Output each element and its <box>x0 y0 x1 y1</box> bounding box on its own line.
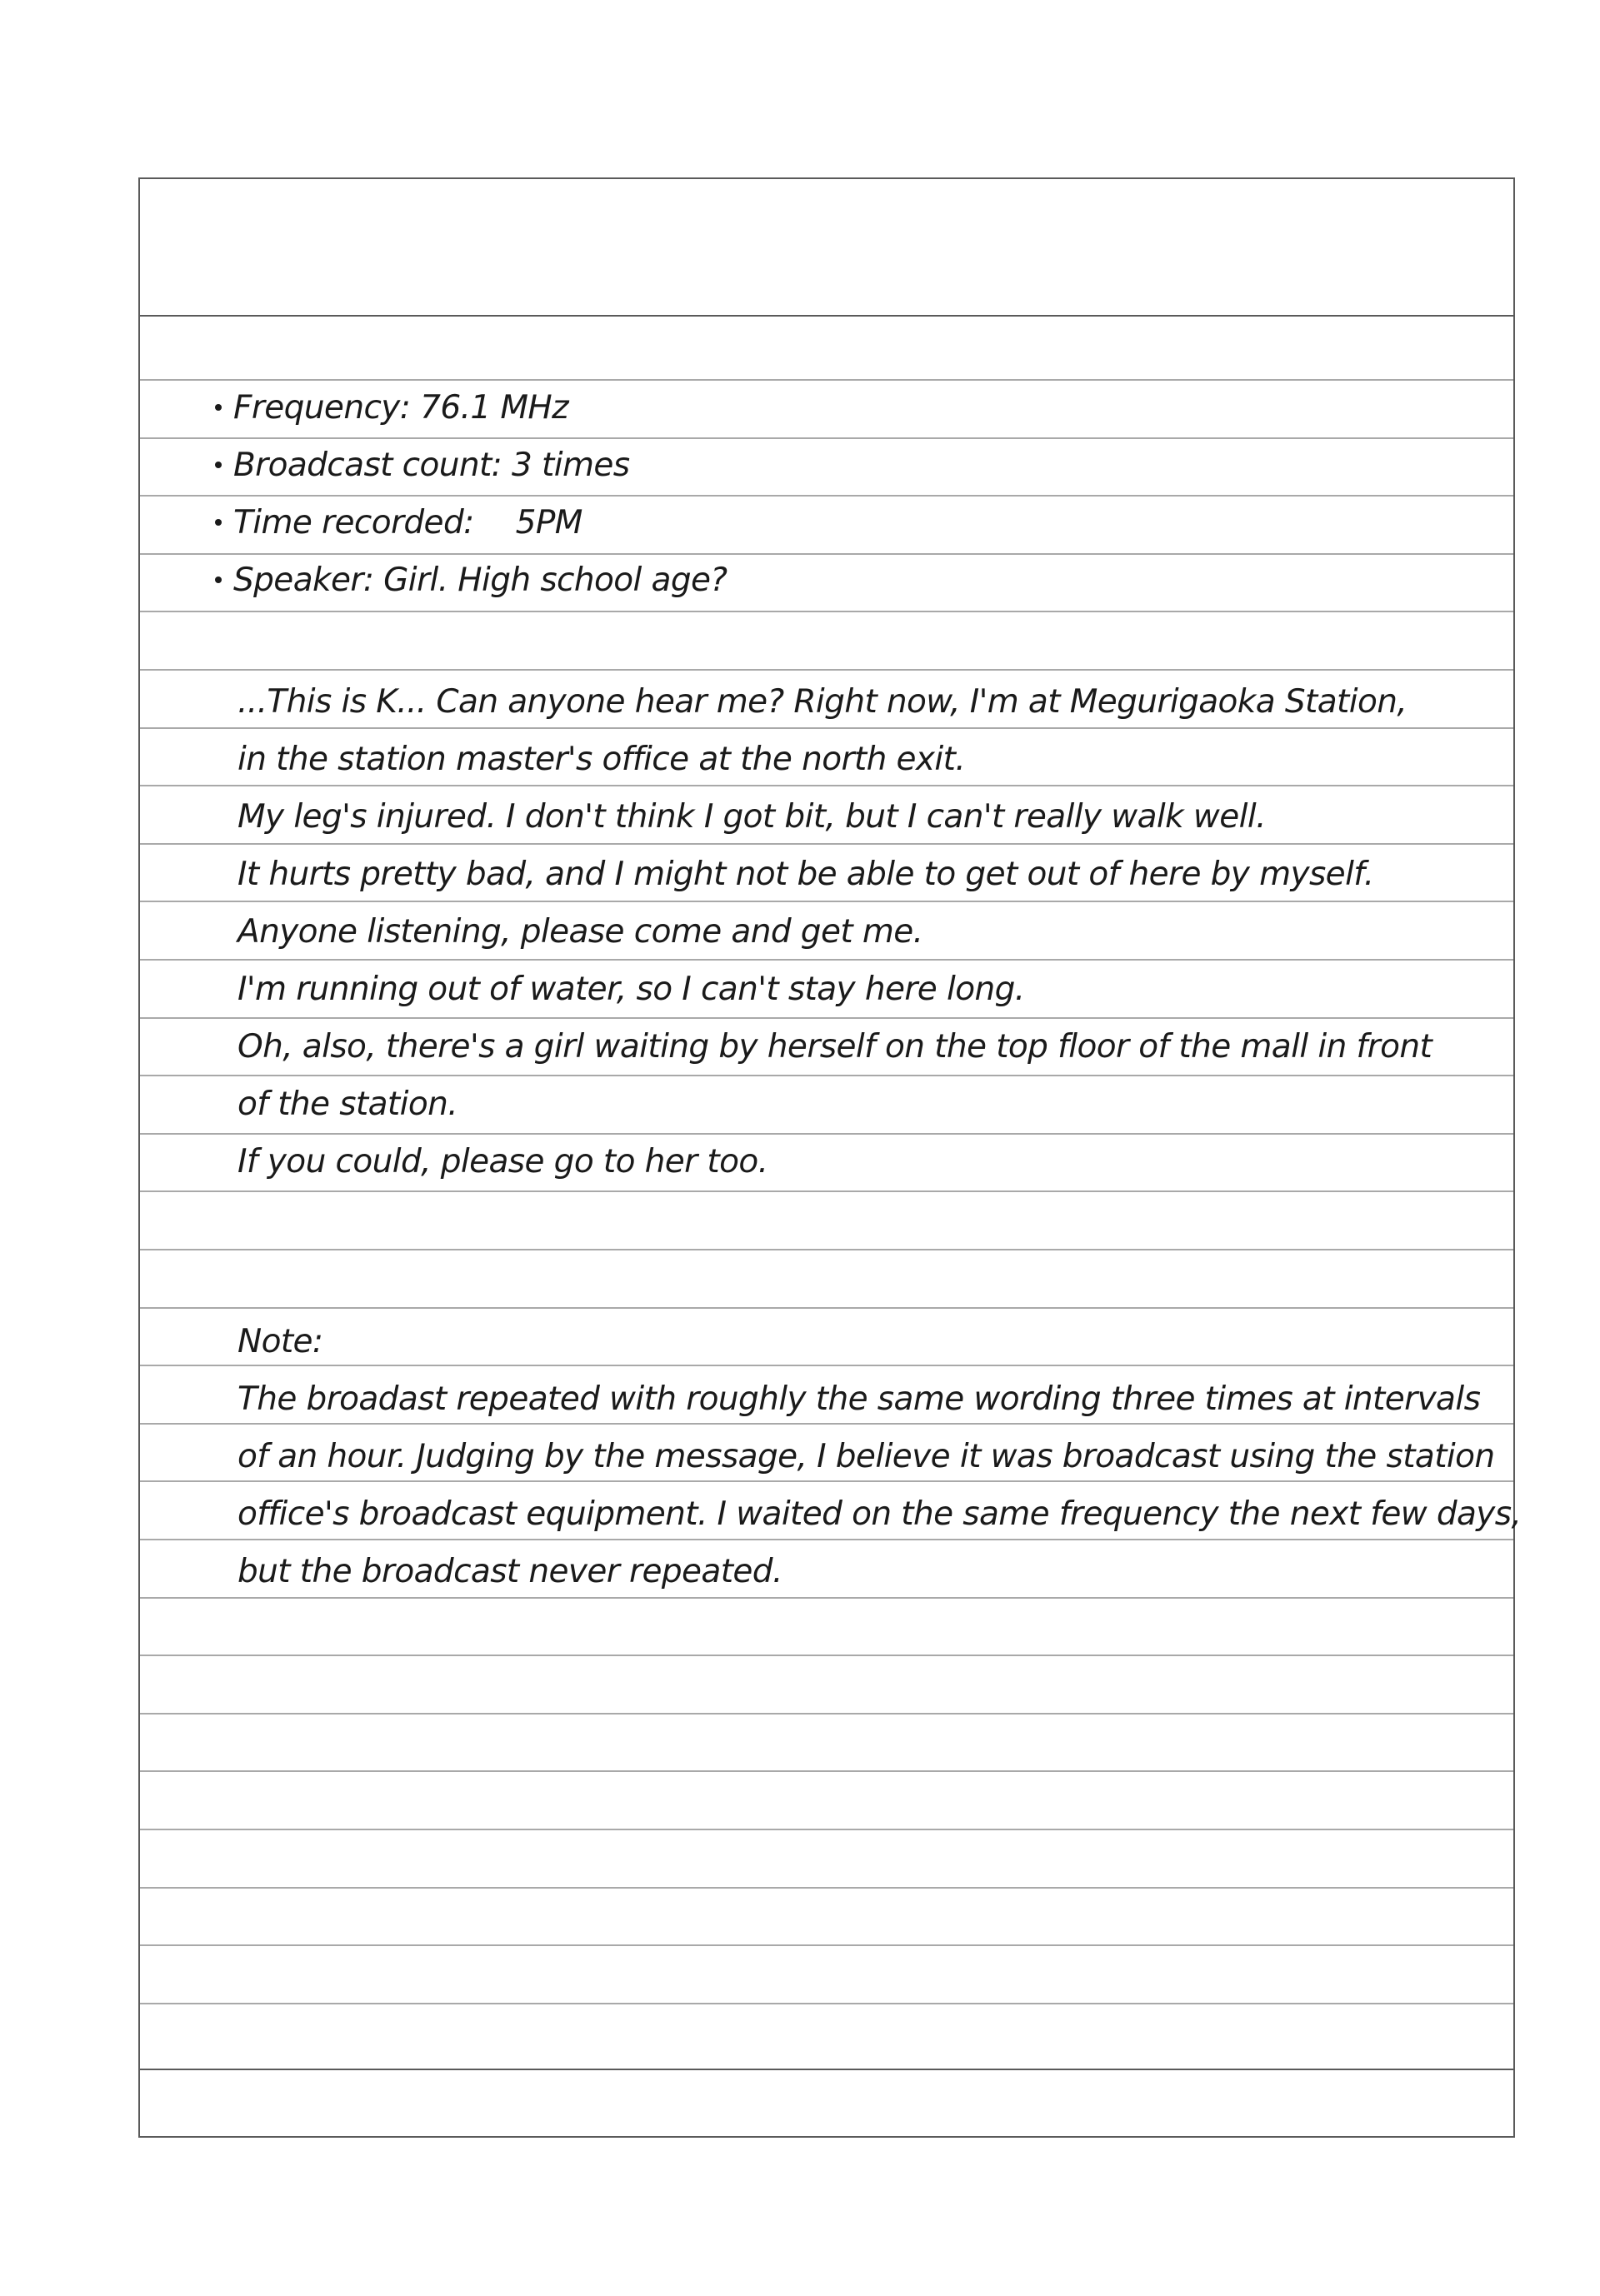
page-text <box>140 179 1522 2136</box>
bullet-icon <box>215 519 222 526</box>
transcript-line: I'm running out of water, so I can't stay here long. <box>238 971 1025 1008</box>
detail-speaker: Speaker: Girl. High school age? <box>215 564 728 596</box>
note-label: Note: <box>238 1323 323 1360</box>
detail-frequency: Frequency: 76.1 MHz <box>215 392 568 424</box>
transcript-line: Anyone listening, please come and get me. <box>238 913 923 951</box>
notebook-page <box>138 177 1522 2138</box>
transcript-line: ...This is K... Can anyone hear me? Right now, I'm at Megurigaoka Station, <box>238 683 1408 721</box>
note-line: The broadast repeated with roughly the same wording three times at intervals <box>238 1380 1481 1418</box>
note-line: but the broadcast never repeated. <box>238 1553 782 1590</box>
transcript-line: Oh, also, there's a girl waiting by herself on the top floor of the mall in front <box>238 1028 1432 1066</box>
transcript-line: of the station. <box>238 1086 458 1123</box>
bullet-icon <box>215 404 222 411</box>
note-line: of an hour. Judging by the message, I believe it was broadcast using the station <box>238 1438 1495 1475</box>
transcript-line: It hurts pretty bad, and I might not be able to get out of here by myself. <box>238 856 1374 893</box>
bullet-icon <box>215 462 222 468</box>
bullet-icon <box>215 576 222 583</box>
transcript-line: My leg's injured. I don't think I got bit, but I can't really walk well. <box>238 798 1266 836</box>
transcript-line: in the station master's office at the north exit. <box>238 741 966 778</box>
note-line: office's broadcast equipment. I waited on the same frequency the next few days, <box>238 1495 1522 1533</box>
detail-broadcast-count: Broadcast count: 3 times <box>215 449 630 482</box>
detail-time-recorded: Time recorded: 5PM <box>215 507 582 539</box>
transcript-line: If you could, please go to her too. <box>238 1143 768 1180</box>
